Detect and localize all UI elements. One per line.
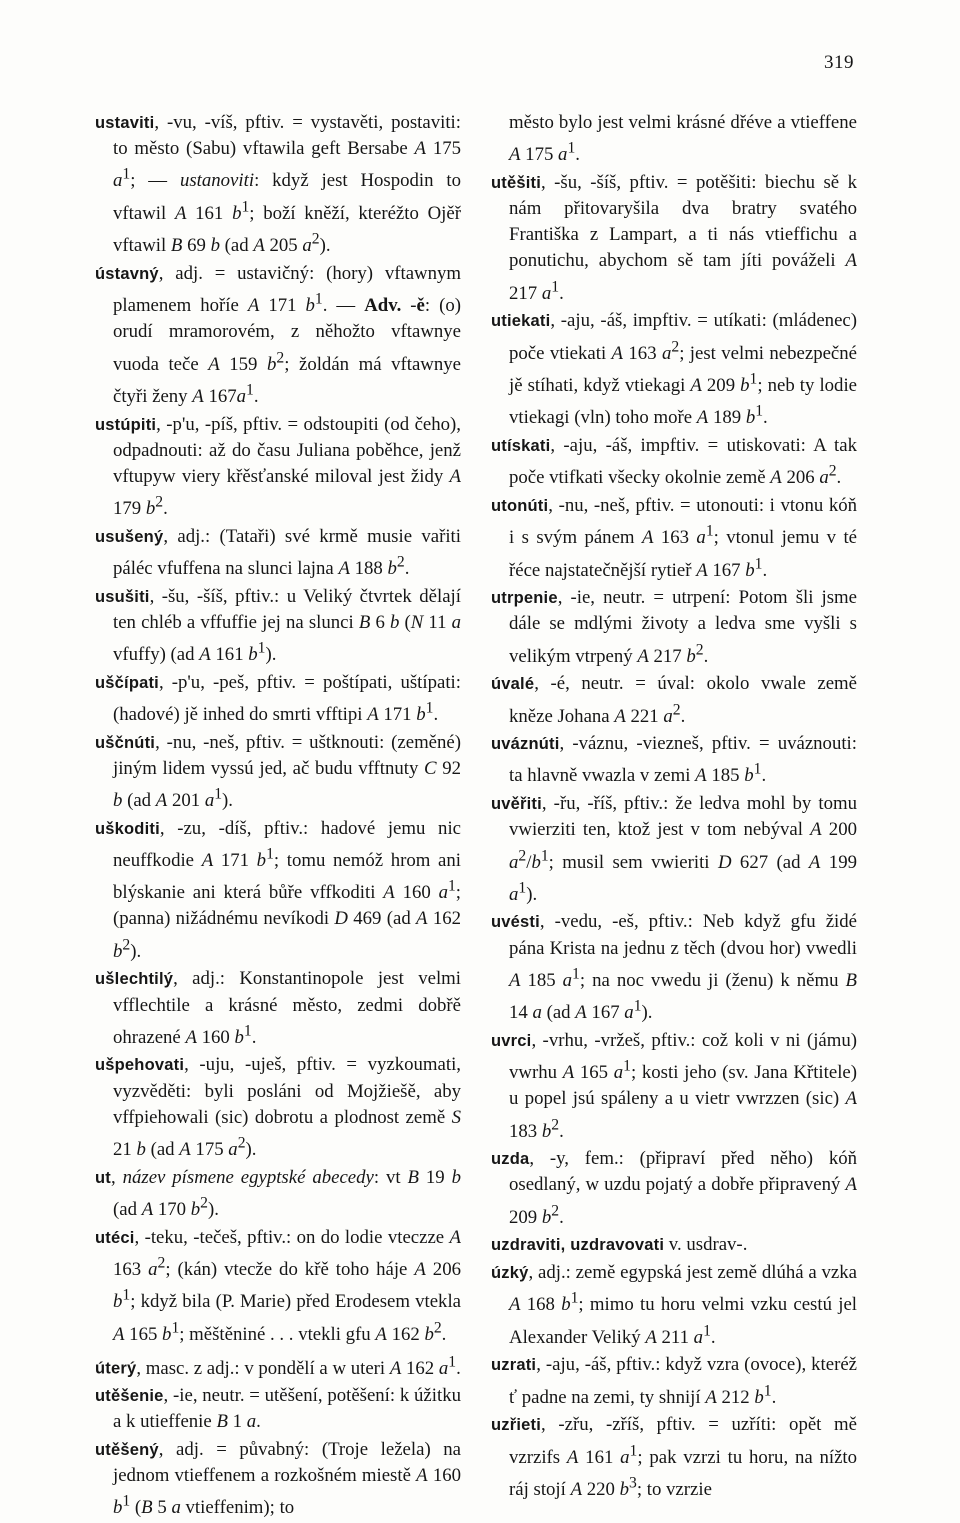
entry-definition: , adj.: Konstantinopole jest velmi vfflechtile a krásné město, zedmi dobřě ohrazené A 160 $b^1$. bbox=[113, 968, 461, 1048]
entry-definition: , -teku, -tečeš, pftiv.: on do lodie vteczze A 163 $a^2$; (kán) vtecže do křě toho háje A 206 $b^1$; když bila (P. Marie) před Erodesem vtekla A 165 $b^1$; měštěniné . . . vtekli gfu A 162 $b^2$. bbox=[113, 1226, 461, 1345]
entry-definition: , -ie, neutr. = utrpení: Potom šli jsme dále se mdlými životy a ledva sme vyšli s velikým vtrpený A 217 $b^2$. bbox=[509, 587, 857, 667]
entry-definition: , -p'u, -píš, pftiv. = odstoupiti (od čeho), odpadnouti: až do času Juliana poběhce, jenž vftupyw viery křěsťanské miloval jest židy A 179 $b^2$. bbox=[113, 413, 461, 520]
entry-headword: utéci bbox=[95, 1228, 135, 1247]
entry-headword: úvalé bbox=[491, 675, 535, 694]
entry-headword: uzdraviti, uzdravovati bbox=[491, 1236, 665, 1255]
dictionary-entry bbox=[95, 412, 461, 523]
entry-definition: , -vu, -víš, pftiv. = vystavěti, postaviti: to město (Sabu) vftawila geft Bersabe A 175 $a^1$; — ustanoviti: když jest Hospodin to vftawil A 161 $b^1$; boží kněží, kteréžto Ojěř vftawil B 69 b (ad A 205 $a^2$). bbox=[113, 112, 462, 257]
entry-definition: , -zu, -díš, pftiv.: hadové jemu nic neuffkodie A 171 $b^1$; tomu nemóž hrom ani blýskanie ani která bůře vffkoditi A 160 $a^1$; (panna) nižádnému nevíkodi D 469 (ad A 162 $b^2$). bbox=[113, 817, 462, 962]
entry-headword: úzký bbox=[491, 1263, 529, 1282]
entry-definition: , masc. z adj.: v pondělí a w uteri A 162 $a^1$. bbox=[136, 1353, 461, 1379]
entry-headword: utěšiti bbox=[491, 173, 541, 192]
entry-headword: uzrati bbox=[491, 1356, 537, 1375]
entry-definition: , -aju, -áš, impftiv. = utíkati: (mládenec) poče vtiekati A 163 $a^2$; jest velmi nebezpečné jě stíhati, když vtiekagi A 209 $b^1$; neb ty lodie vtiekagi (vln) toho moře A 189 $b^1$. bbox=[509, 310, 858, 429]
dictionary-entry bbox=[491, 308, 857, 431]
dictionary-entry bbox=[491, 1412, 857, 1503]
dictionary-entry bbox=[95, 261, 461, 410]
entry-headword: utěšený bbox=[95, 1440, 159, 1459]
entry-headword: ut bbox=[95, 1168, 111, 1187]
entry-definition: , -váznu, -viezneš, pftiv. = uváznouti: ta hlavně vwazla v zemi A 185 $b^1$. bbox=[509, 733, 857, 787]
entry-definition: , -vrhu, -vržeš, pftiv.: což koli v ni (jámu) vwrhu A 165 $a^1$; kosti jeho (sv. Jana Křtitele) u popel jsú spáleny a u vietr vwrzzen (sic) A 183 $b^2$. bbox=[509, 1029, 857, 1142]
entry-definition: , -řu, -říš, pftiv.: že ledva mohl by tomu vwierziti ten, ktož jest v tom nebýval A 200 $a^2/b^1$; musil sem vwieriti D 627 (ad A 199 $a^1$). bbox=[509, 793, 857, 905]
entry-definition: , -nu, -neš, pftiv. = uštknouti: (zeměné) jiným lidem vyssú jed, ač budu vfftnuty C 92 b (ad A 201 $a^1$). bbox=[113, 731, 461, 812]
entry-headword: uvrci bbox=[491, 1031, 532, 1050]
entry-headword: uvěřiti bbox=[491, 795, 542, 814]
dictionary-entry bbox=[491, 1260, 857, 1351]
left-column bbox=[95, 110, 461, 1523]
dictionary-entry bbox=[491, 1352, 857, 1410]
entry-definition: , název písmene egyptské abecedy: vt B 19 b (ad A 170 $b^2$). bbox=[110, 1166, 462, 1220]
dictionary-entry bbox=[491, 170, 857, 307]
dictionary-entry bbox=[95, 730, 461, 815]
dictionary-columns bbox=[95, 110, 857, 1523]
entry-definition: , -zřu, -zříš, pftiv. = uzříti: opět mě vzrzifs A 161 $a^1$; pak vzrzi tu horu, na nížto ráj stojí A 220 $b^3$; to vzrzie bbox=[509, 1414, 858, 1500]
dictionary-entry bbox=[95, 966, 461, 1051]
dictionary-entry bbox=[491, 1232, 857, 1258]
entry-headword: usušený bbox=[95, 527, 164, 546]
entry-headword: ustaviti bbox=[95, 114, 155, 132]
dictionary-entry bbox=[95, 1165, 461, 1223]
dictionary-entry bbox=[491, 493, 857, 584]
entry-headword: utěšenie bbox=[95, 1387, 164, 1406]
entry-headword: usušiti bbox=[95, 587, 150, 606]
entry-headword: utrpenie bbox=[491, 589, 558, 608]
dictionary-entry bbox=[491, 671, 857, 729]
entry-definition: , -šu, -šíš, pftiv.: u Veliký čtvrtek dělají ten chléb a vffuffie jej na slunci B 6 b (N 11 a vfuffy) (ad A 161 $b^1$). bbox=[113, 585, 462, 666]
entry-definition: , adj.: (Tataři) své krmě musie vařiti páléc vfuffena na slunci lajna A 188 $b^2$. bbox=[113, 525, 461, 580]
entry-definition: , -aju, -áš, pftiv.: když vzra (ovoce), kteréž ť padne na zemi, ty shnijí A 212 $b^1$. bbox=[509, 1354, 857, 1408]
entry-headword: ušlechtilý bbox=[95, 970, 174, 989]
entry-headword: úterý bbox=[95, 1359, 137, 1378]
entry-definition: , -vedu, -eš, pftiv.: Neb když gfu židé pána Krista na jednu z těch (dvou hor) vwedli A 185 $a^1$; na noc vwedu ji (ženu) k němu B 14 a (ad A 167 $a^1$). bbox=[509, 911, 857, 1024]
dictionary-entry bbox=[95, 1437, 461, 1522]
page-number: 319 bbox=[824, 52, 854, 73]
entry-definition: , -é, neutr. = úval: okolo vwale země kněze Johana A 221 $a^2$. bbox=[509, 673, 857, 727]
dictionary-entry bbox=[95, 1052, 461, 1163]
entry-headword: uzřieti bbox=[491, 1416, 541, 1435]
entry-headword: ústavný bbox=[95, 264, 159, 283]
entry-headword: uváznúti bbox=[491, 735, 560, 754]
dictionary-entry bbox=[95, 584, 461, 669]
entry-definition: , -ie, neutr. = utěšení, potěšení: k úžitku a k utieffenie B 1 a. bbox=[113, 1385, 461, 1433]
dictionary-entry bbox=[95, 1349, 461, 1381]
entry-headword: uzda bbox=[491, 1150, 530, 1169]
entry-definition: , -nu, -neš, pftiv. = utonouti: i vtonu kóň i s svým pánem A 163 $a^1$; vtonul jemu v té řéce najstatečnější rytieř A 167 $b^1$. bbox=[509, 494, 857, 581]
entry-definition: , -aju, -áš, impftiv. = utiskovati: A tak poče vtifkati všecky okolnie země A 206 $a^2$. bbox=[509, 434, 857, 489]
dictionary-entry bbox=[95, 670, 461, 728]
entry-headword: utiekati bbox=[491, 312, 551, 331]
right-column bbox=[491, 110, 857, 1523]
dictionary-entry bbox=[491, 909, 857, 1026]
dictionary-entry bbox=[491, 1146, 857, 1231]
entry-definition: , adj. = ustavičný: (hory) vftawnym plamenem hoříe A 171 $b^1$. — Adv. -ě: (o) orudí mramorovém, z něhožto vftawnye vuoda teče A 159 $b^2$; žoldán má vftawnye čtyři ženy A $167a^1$. bbox=[113, 262, 461, 407]
entry-headword: uškoditi bbox=[95, 819, 160, 838]
dictionary-entry bbox=[491, 791, 857, 908]
entry-headword: uščípati bbox=[95, 673, 159, 692]
entry-definition: , -uju, -uješ, pftiv. = vyzkoumati, vyzvěděti: byli posláni od Mojžiešě, aby vffpiehowali (sic) dobrotu a plodnost země S 21 b (ad A 175 $a^2$). bbox=[113, 1054, 461, 1161]
entry-definition: , -p'u, -peš, pftiv. = poštípati, uštípati: (hadové) jě inhed do smrti vfftipi A 171 $b^1$. bbox=[113, 671, 461, 726]
entry-headword: ustúpiti bbox=[95, 415, 157, 434]
dictionary-entry bbox=[95, 816, 461, 965]
entry-definition: , -y, fem.: (připraví před něho) kóň osedlaný, w uzdu pojatý a dobře připravený A 209 $b^2$. bbox=[509, 1148, 857, 1228]
entry-headword: utonúti bbox=[491, 496, 549, 515]
dictionary-entry bbox=[95, 110, 461, 259]
dictionary-entry bbox=[491, 731, 857, 789]
entry-definition: město bylo jest velmi krásné dřéve a vtieffene A 175 $a^1$. bbox=[509, 112, 857, 166]
entry-headword: utískati bbox=[491, 436, 551, 455]
entry-definition: , adj. = půvabný: (Troje ležela) na jednom vtieffenem a rozkošném miestě A 160 $b^1$ (B 5 a vtieffenim); to bbox=[113, 1438, 461, 1519]
entry-definition: v. usdrav-. bbox=[664, 1234, 748, 1256]
entry-definition: , adj.: země egypská jest země dlúhá a vzka A 168 $b^1$; mimo tu horu velmi vzku cestú jel Alexander Veliký A 211 $a^1$. bbox=[509, 1261, 858, 1348]
dictionary-entry bbox=[95, 1225, 461, 1348]
dictionary-entry bbox=[95, 1383, 461, 1435]
dictionary-entry bbox=[491, 433, 857, 491]
entry-definition: , -šu, -šíš, pftiv. = potěšiti: biechu sě k nám přitovaryšila dva bratry svatého Františka z Lampart, a ti nás vtieffichu a ponutichu, abychom sě tam jíti pováželi A 217 $a^1$. bbox=[509, 171, 857, 304]
entry-headword: uvésti bbox=[491, 913, 540, 932]
dictionary-entry bbox=[491, 110, 857, 168]
dictionary-entry bbox=[491, 585, 857, 670]
dictionary-entry bbox=[491, 1028, 857, 1145]
entry-headword: ušpehovati bbox=[95, 1056, 185, 1075]
entry-headword: uščnúti bbox=[95, 733, 156, 752]
dictionary-entry bbox=[95, 524, 461, 582]
